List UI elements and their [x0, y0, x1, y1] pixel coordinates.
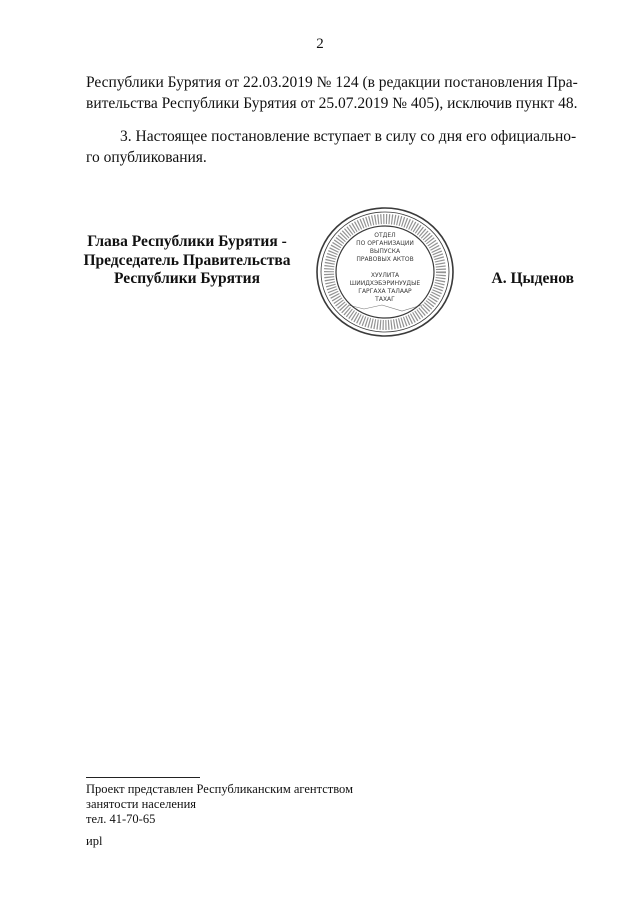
- seal-text-8: ТАХАГ: [375, 296, 395, 303]
- footer-line-1: Проект представлен Республиканским агентством: [86, 782, 353, 796]
- signatory-title-line-3: Республики Бурятия: [114, 270, 260, 287]
- signatory-title: [74, 233, 300, 289]
- signatory-title-line-2: Председатель Правительства: [83, 251, 291, 269]
- seal-text-2: ПО ОРГАНИЗАЦИИ: [356, 240, 414, 247]
- paragraph-1-line-1: Республики Бурятия от 22.03.2019 № 124 (в редакции постановления Пра-: [86, 74, 578, 91]
- seal-text-1: ОТДЕЛ: [374, 232, 396, 239]
- seal-text-5: ХУУЛИТА: [370, 272, 400, 279]
- footer-line-2: занятости населения: [86, 797, 197, 811]
- footer-phone: тел. 41-70-65: [86, 812, 156, 826]
- official-seal: [314, 205, 456, 339]
- seal-text-4: ПРАВОВЫХ АКТОВ: [356, 256, 414, 263]
- paragraph-1-line-2: вительства Республики Бурятия от 25.07.2019 № 405), исключив пункт 48.: [86, 95, 578, 112]
- paragraph-2-line-2: го опубликования.: [86, 149, 207, 166]
- seal-text-7: ГАРГАХА ТАЛААР: [358, 288, 412, 295]
- paragraph-2-line-1: 3. Настоящее постановление вступает в силу со дня его официально-: [120, 128, 577, 145]
- signatory-title-line-1: Глава Республики Бурятия -: [87, 233, 287, 250]
- footer-initials: ирl: [86, 834, 103, 848]
- footnote-divider: [86, 777, 200, 778]
- seal-text-3: ВЫПУСКА: [369, 248, 401, 255]
- page-number: 2: [316, 36, 324, 52]
- seal-text-6: ШИИДХЭБЭРИНУУДЫЕ: [349, 280, 421, 287]
- signatory-name: А. Цыденов: [491, 270, 574, 287]
